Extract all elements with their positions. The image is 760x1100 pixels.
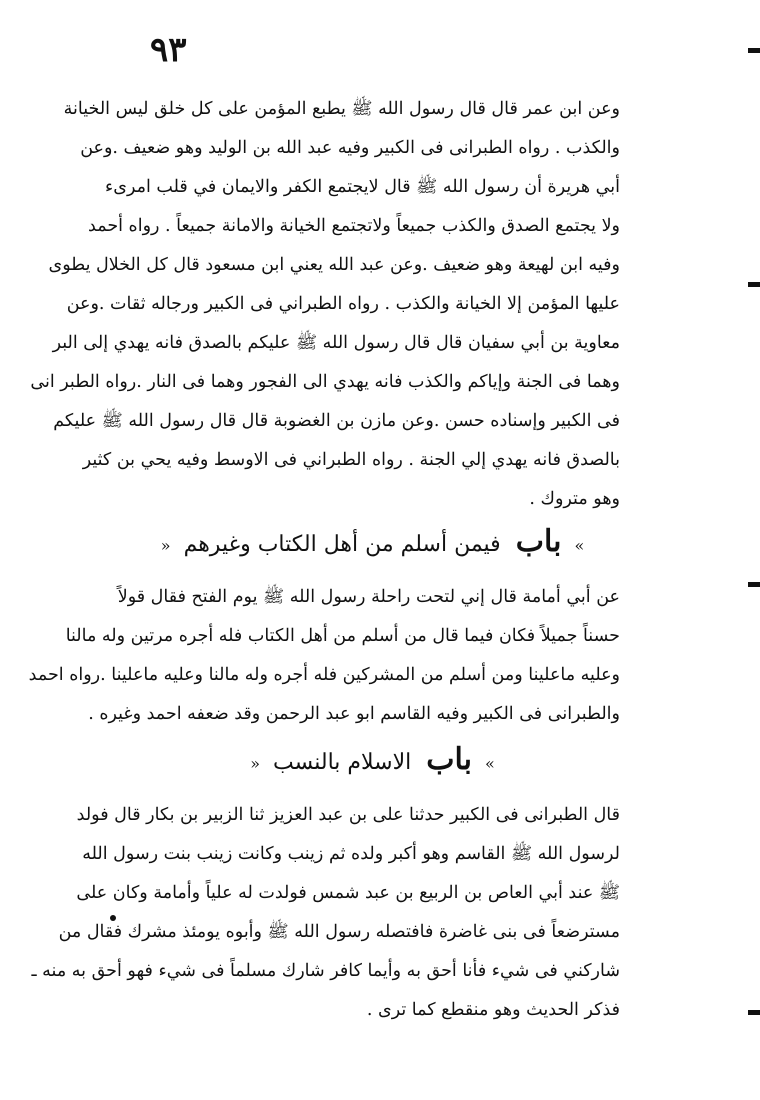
chapter-word: باب [515,524,562,559]
text-line: عن أبي أمامة قال إني لتحت راحلة رسول الله ﷺ يوم الفتح فقال قولاً [117,587,620,607]
text-line: وهما فى الجنة وإياكم والكذب فانه يهدي الى الفجور وهما فى النار .رواه الطبر انى [30,372,620,392]
text-line: وهو متروك . [529,489,620,509]
heading-ornament: » [574,536,585,555]
intro-paragraph [30,90,620,519]
margin-mark [748,282,760,287]
chapter-title: فيمن أسلم من أهل الكتاب وغيرهم [183,532,501,557]
chapter-heading [125,740,620,784]
margin-mark [748,1010,760,1015]
text-line: وعليه ماعلينا ومن أسلم من المشركين فله أجره وله مالنا وعليه ماعلينا .رواه احمد [28,665,620,685]
text-line: عليها المؤمن إلا الخيانة والكذب . رواه الطبراني فى الكبير ورجاله ثقات .وعن [66,294,620,314]
text-line: وعن ابن عمر قال قال رسول الله ﷺ يطبع المؤمن على كل خلق ليس الخيانة [63,99,620,119]
text-line: أبي هريرة أن رسول الله ﷺ قال لايجتمع الكفر والايمان في قلب امرىء [105,177,620,197]
page-number: ٩٣ [150,30,187,70]
text-line: لرسول الله ﷺ القاسم وهو أكبر ولده ثم زينب وكانت زينب بنت رسول الله [82,844,620,864]
text-line: معاوية بن أبي سفيان قال قال رسول الله ﷺ عليكم بالصدق فانه يهدي إلى البر [52,333,620,353]
text-line: ﷺ عند أبي العاص بن الربيع بن عبد شمس فولدت له علياً وأمامة وكان على [76,883,620,903]
text-line: والطبرانى فى الكبير وفيه القاسم ابو عبد الرحمن وقد ضعفه احمد وغيره . [88,704,620,724]
chapter2-paragraph [31,796,620,1030]
text-line: بالصدق فانه يهدي إلي الجنة . رواه الطبراني فى الاوسط وفيه يحي بن كثير [82,450,620,470]
margin-mark [748,48,760,53]
heading-ornament: « [250,754,261,773]
margin-mark [748,582,760,587]
text-line: مسترضعاً فى بنى غاضرة فافتصله رسول الله ﷺ وأبوه يومئذ مشرك فقال من [58,922,620,942]
chapter-title: الاسلام بالنسب [273,750,412,775]
text-line: والكذب . رواه الطبرانى فى الكبير وفيه عبد الله بن الوليد وهو ضعيف .وعن [80,138,620,158]
chapter-heading [125,522,620,566]
text-line: ولا يجتمع الصدق والكذب جميعاً ولاتجتمع الخيانة والامانة جميعاً . رواه أحمد [88,216,620,236]
heading-ornament: » [484,754,495,773]
chapter-word: باب [426,742,472,777]
text-line: قال الطبرانى فى الكبير حدثنا على بن عبد العزيز ثنا الزبير بن بكار قال فولد [76,805,620,825]
text-line: وفيه ابن لهيعة وهو ضعيف .وعن عبد الله يعني ابن مسعود قال كل الخلال يطوى [48,255,620,275]
text-line: فذكر الحديث وهو منقطع كما ترى . [366,1000,620,1020]
text-line: فى الكبير وإسناده حسن .وعن مازن بن الغضوبة قال قال رسول الله ﷺ عليكم [53,411,620,431]
chapter1-paragraph [28,578,620,734]
text-line: شاركني فى شيء فأنا أحق به وأيما كافر شارك مسلماً فى شيء فهو أحق به منه ـ [31,961,620,981]
text-line: حسناً جميلاً فكان فيما قال من أسلم من أهل الكتاب فله أجره مرتين وله مالنا [65,626,620,646]
heading-ornament: « [160,536,171,555]
